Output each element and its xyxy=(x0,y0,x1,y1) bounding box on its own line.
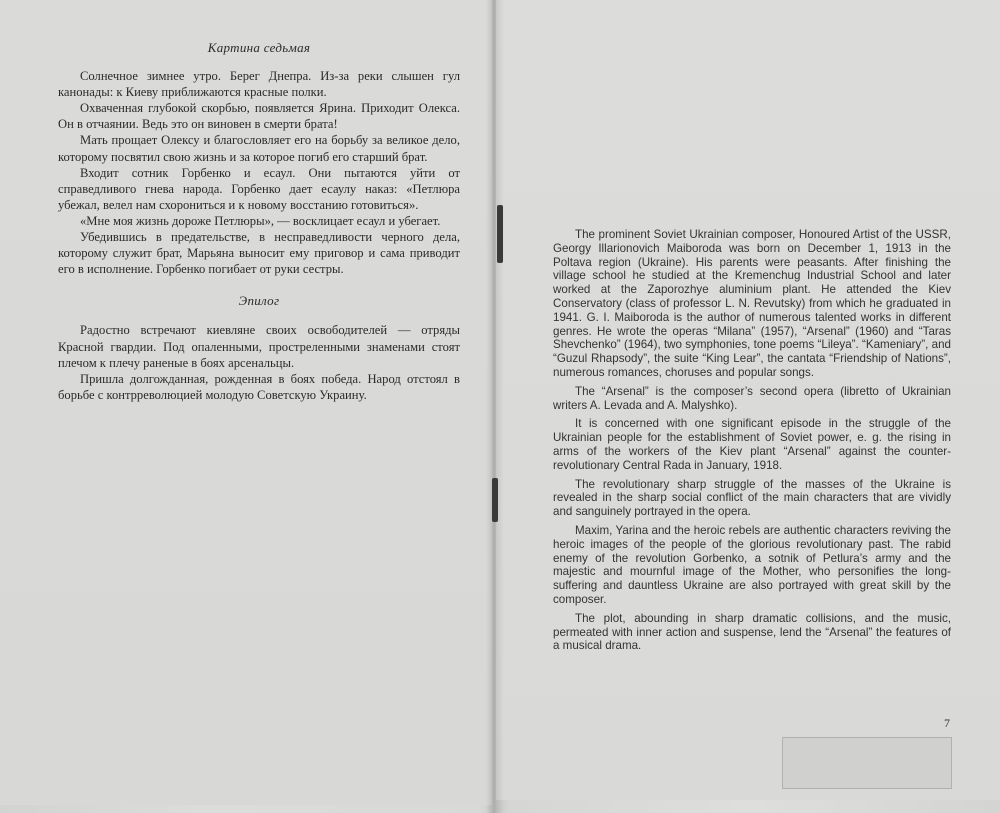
english-paragraph: It is concerned with one significant episode in the struggle of the Ukrainian people for the establishment of Soviet power, e. g. the rising in arms of the workers of the Kiev plant “Arsenal” against the counter-revolutionary Central Rada in January, 1918. xyxy=(553,417,951,472)
english-paragraph: The plot, abounding in sharp dramatic collisions, and the music, permeated with inner action and suspense, lend the “Arsenal” the features of a musical drama. xyxy=(553,611,951,653)
english-paragraph: The “Arsenal” is the composer’s second opera (libretto of Ukrainian writers A. Levada and A. Malyshko). xyxy=(553,384,951,412)
page-number: 7 xyxy=(944,716,950,730)
right-page-text xyxy=(553,228,951,658)
faded-stamp xyxy=(782,737,952,789)
staple-bottom xyxy=(492,478,498,522)
scene-heading: Картина седьмая xyxy=(207,40,311,55)
book-gutter xyxy=(486,0,504,813)
scene-paragraph: Входит сотник Горбенко и есаул. Они пытаются уйти от справедливого гнева народа. Горбенко дает есаулу наказ: «Петлюра убежал, велел нам схорониться и к новому восстанию готовиться». xyxy=(58,165,460,212)
epilog-heading: Эпилог xyxy=(238,293,280,309)
left-page-text xyxy=(58,40,460,403)
scene-paragraph: Солнечное зимнее утро. Берег Днепра. Из-за реки слышен гул канонады: к Киеву приближаются красные полки. xyxy=(58,69,460,100)
epilog-paragraph: Радостно встречают киевляне своих освободителей — отряды Красной гвардии. Под опаленными, простреленными знаменами стоят плечом к плечу раненые в боях арсенальцы. xyxy=(58,323,460,370)
scene-paragraph: Мать прощает Олексу и благословляет его на борьбу за великое дело, которому посвятил свою жизнь и за которое погиб его старший брат. xyxy=(58,133,460,164)
staple-top xyxy=(497,205,503,263)
scene-paragraph: Убедившись в предательстве, в несправедливости черного дела, которому служит брат, Марьяна выносит ему приговор и сама приводит его в исполнение. Горбенко погибает от руки сестры. xyxy=(58,230,460,277)
english-paragraph: The revolutionary sharp struggle of the masses of the Ukraine is revealed in the sharp social conflict of the main characters that are vividly and sanguinely portrayed in the opera. xyxy=(553,477,951,519)
epilog-paragraph: Пришла долгожданная, рожденная в боях победа. Народ отстоял в борьбе с контрреволюцией молодую Советскую Украину. xyxy=(58,371,460,402)
english-paragraph: The prominent Soviet Ukrainian composer, Honoured Artist of the USSR, Georgy Illarionovich Maiboroda was born on December 1, 1913 in the Poltava region (Ukraine). His parents were peasants. After finishing the village school he studied at the Kremenchug Industrial School and later worked at the Zaporozhye aluminium plant. He attended the Kiev Conservatory (class of professor L. N. Revutsky) from which he graduated in 1941. G. I. Maiboroda is the author of numerous talented works in different genres. He wrote the operas “Milana” (1957), “Arsenal” (1960) and “Taras Shevchenko” (1964), two symphonies, tone poems “Lileya”. “Kameniary”, and “Guzul Rhapsody”, the suite “King Lear”, the cantata “Friendship of Nations”, numerous romances, choruses and popular songs. xyxy=(553,228,951,379)
english-paragraph: Maxim, Yarina and the heroic rebels are authentic characters reviving the heroic images of the people of the glorious revolutionary past. The rabid enemy of the revolution Gorbenko, a sotnik of Petlura’s army and the majestic and mournful image of the Mother, who personifies the long-suffering and dauntless Ukraine are also portrayed with great skill by the composer. xyxy=(553,523,951,606)
scene-paragraph: «Мне моя жизнь дороже Петлюры», — восклицает есаул и убегает. xyxy=(80,213,441,228)
scene-paragraph: Охваченная глубокой скорбью, появляется Ярина. Приходит Олекса. Он в отчаянии. Ведь это он виновен в смерти брата! xyxy=(58,101,460,132)
